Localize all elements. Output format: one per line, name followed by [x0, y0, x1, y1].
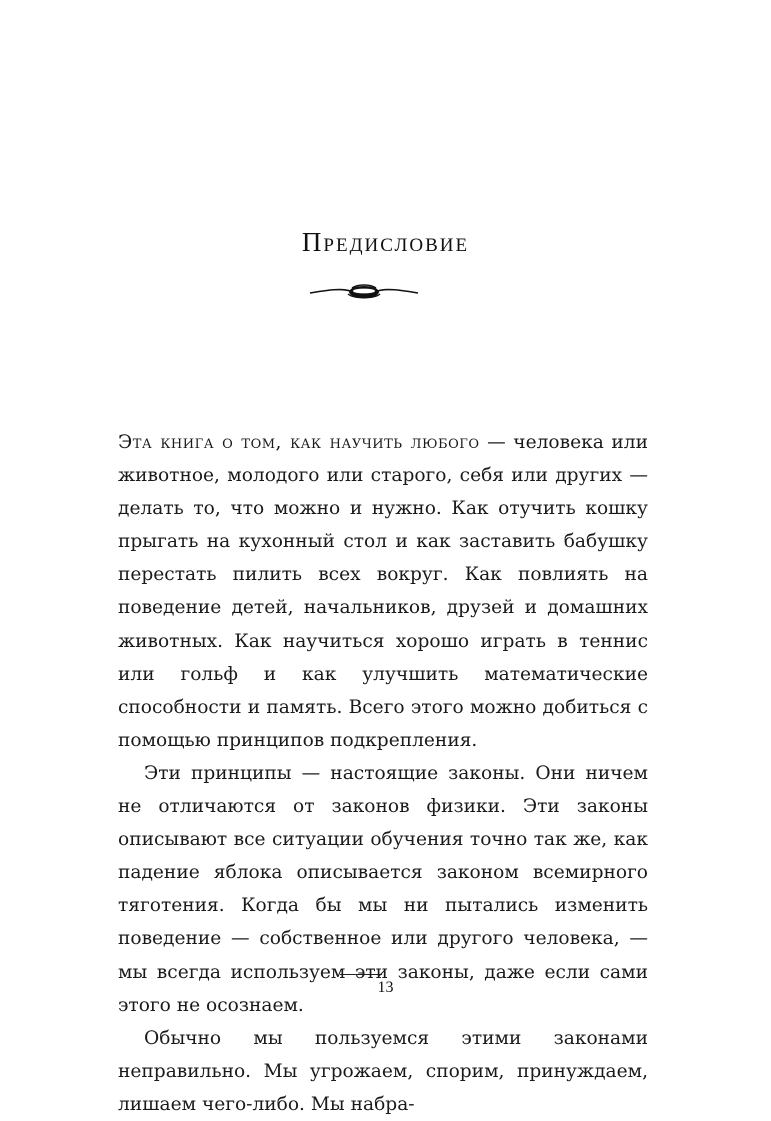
- paragraph-2: Эти принципы — настоящие законы. Они ничем не отличаются от законов физики. Эти законы описывают все ситуации обучения точно так же, как падение яблока описывается законом всемирного тяготения. Когда бы мы ни пытались изменить поведение — собственное или другого человека, — мы всегда используем эти законы, даже если сами этого не осознаем.: [118, 762, 648, 1016]
- paragraph-1: [118, 426, 648, 757]
- paragraph-lead: Эта книга о том, как научить любого: [118, 432, 480, 453]
- page-number: 13: [377, 979, 394, 996]
- folio-rule: [340, 974, 382, 975]
- paragraph-text: — человека или животное, молодого или старого, себя или других — делать то, что можно и нужно. Как отучить кошку прыгать на кухонный стол и как заставить бабушку перестать пилить всех вокруг. Как повлиять на поведение детей, начальников, друзей и домашних животных. Как научиться хорошо играть в теннис или гольф и как улучшить математические способности и память. Всего этого можно добиться с помощью принципов подкрепления.: [118, 432, 648, 751]
- ornament-flourish-icon: [308, 280, 420, 302]
- body-text: [118, 426, 648, 1121]
- paragraph-3: Обычно мы пользуемся этими законами неправильно. Мы угрожаем, спорим, принуждаем, лишаем чего-либо. Мы набра-: [118, 1027, 648, 1115]
- chapter-title: Предисловие: [301, 227, 470, 257]
